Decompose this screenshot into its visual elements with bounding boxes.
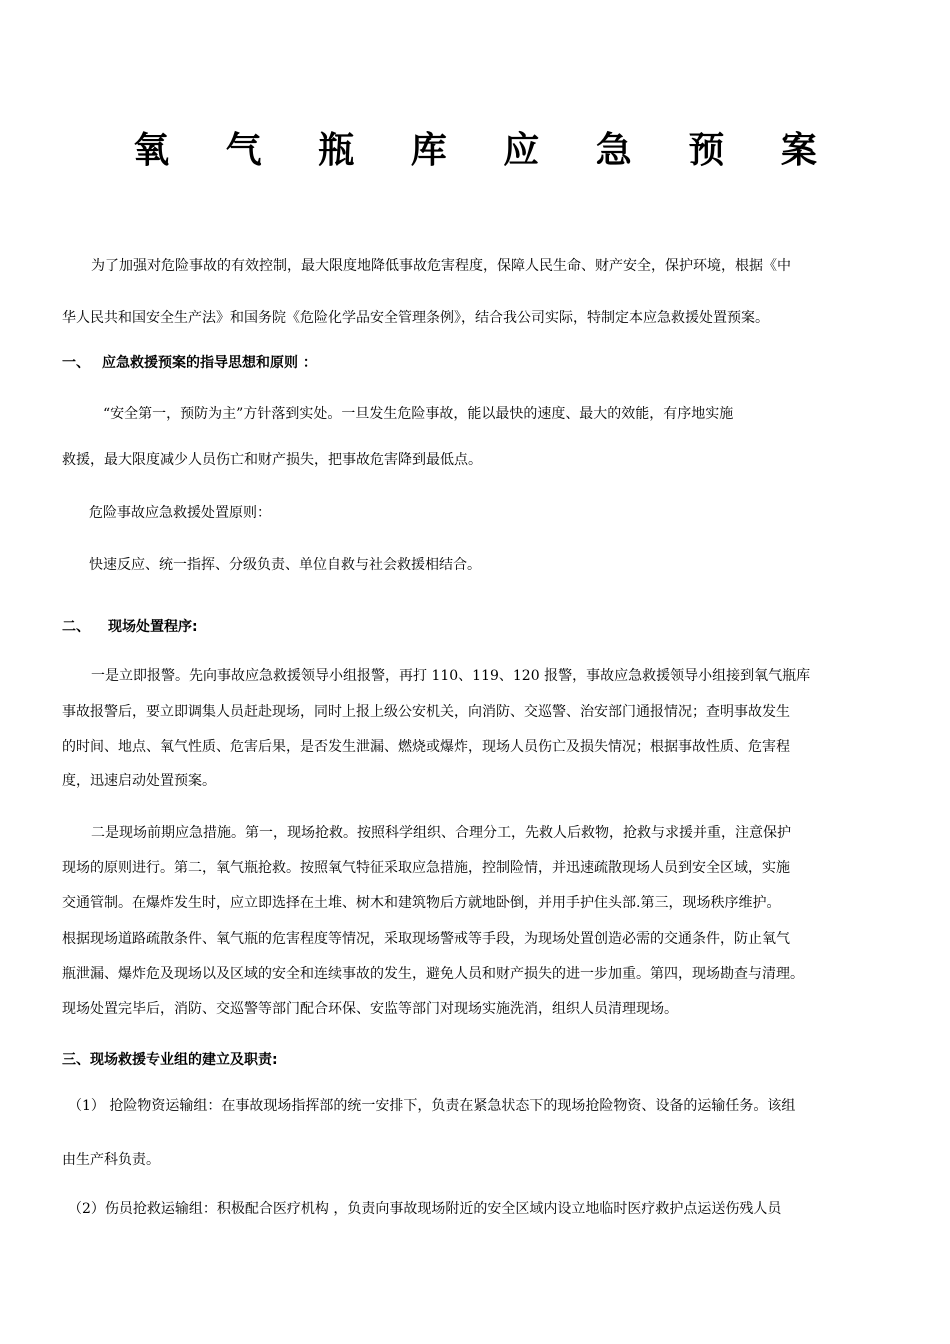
section2-para2-line-5: 瓶泄漏、爆炸危及现场以及区域的安全和连续事故的发生，避免人员和财产损失的进一步加重。第四，现场勘查与清理。: [62, 966, 804, 982]
section2-para1-line-2: 事故报警后，要立即调集人员赶赴现场，同时上报上级公安机关，向消防、交巡警、治安部门通报情况；查明事故发生: [62, 704, 790, 720]
intro-line-2: 华人民共和国安全生产法》和国务院《危险化学品安全管理条例》，结合我公司实际，特制定本应急救援处置预案。: [62, 310, 769, 326]
section3-item1-line-2: 由生产科负责。: [62, 1152, 160, 1168]
section2-para2-line-2: 现场的原则进行。第二，氧气瓶抢救。按照氧气特征采取应急措施，控制险情，并迅速疏散现场人员到安全区域，实施: [62, 860, 790, 876]
document-title: 氧 气 瓶 库 应 急 预 案: [133, 129, 839, 171]
section2-heading: [62, 617, 198, 637]
section2-para1-line-3: 的时间、地点、氧气性质、危害后果，是否发生泄漏、燃烧或爆炸，现场人员伤亡及损失情况；根据事故性质、危害程: [62, 739, 790, 755]
section1-line-3: 危险事故应急救援处置原则：: [89, 505, 271, 521]
section2-number: 二、: [62, 619, 90, 635]
section3-item1-line-1: （1） 抢险物资运输组：在事故现场指挥部的统一安排下，负责在紧急状态下的现场抢险物资、设备的运输任务。该组: [68, 1098, 796, 1114]
section1-line-1: “安全第一，预防为主”方针落到实处。一旦发生危险事故，能以最快的速度、最大的效能，有序地实施: [103, 406, 734, 422]
section1-line-2: 救援，最大限度减少人员伤亡和财产损失，把事故危害降到最低点。: [62, 452, 482, 468]
section2-para1-line-1: 一是立即报警。先向事故应急救援领导小组报警，再打 110、119、120 报警，事故应急救援领导小组接到氧气瓶库: [91, 668, 811, 684]
section2-heading-text: 现场处置程序:: [108, 619, 198, 635]
section2-para2-line-4: 根据现场道路疏散条件、氧气瓶的危害程度等情况，采取现场警戒等手段，为现场处置创造必需的交通条件，防止氧气: [62, 931, 790, 947]
section2-para2-line-6: 现场处置完毕后，消防、交巡警等部门配合环保、安监等部门对现场实施洗消，组织人员清理现场。: [62, 1001, 678, 1017]
section2-para1-line-4: 度，迅速启动处置预案。: [62, 773, 216, 789]
section1-heading-text: 应急救援预案的指导思想和原则 ：: [102, 355, 317, 371]
section1-line-4: 快速反应、统一指挥、分级负责、单位自救与社会救援相结合。: [89, 557, 481, 573]
section2-para2-line-3: 交通管制。在爆炸发生时，应立即选择在土堆、树木和建筑物后方就地卧倒，并用手护住头部.第三，现场秩序维护。: [62, 895, 781, 911]
section1-number: 一、: [62, 355, 90, 371]
intro-line-1: 为了加强对危险事故的有效控制，最大限度地降低事故危害程度，保障人民生命、财产安全，保护环境，根据《中: [91, 258, 791, 274]
section2-para2-line-1: 二是现场前期应急措施。第一，现场抢救。按照科学组织、合理分工，先救人后救物，抢救与求援并重，注意保护: [91, 825, 791, 841]
section3-heading: 三、现场救援专业组的建立及职责:: [62, 1052, 278, 1068]
section3-item2-line-1: （2）伤员抢救运输组：积极配合医疗机构 ，负责向事故现场附近的安全区域内设立地临时医疗救护点运送伤残人员: [68, 1201, 782, 1217]
section1-heading: [62, 353, 317, 373]
